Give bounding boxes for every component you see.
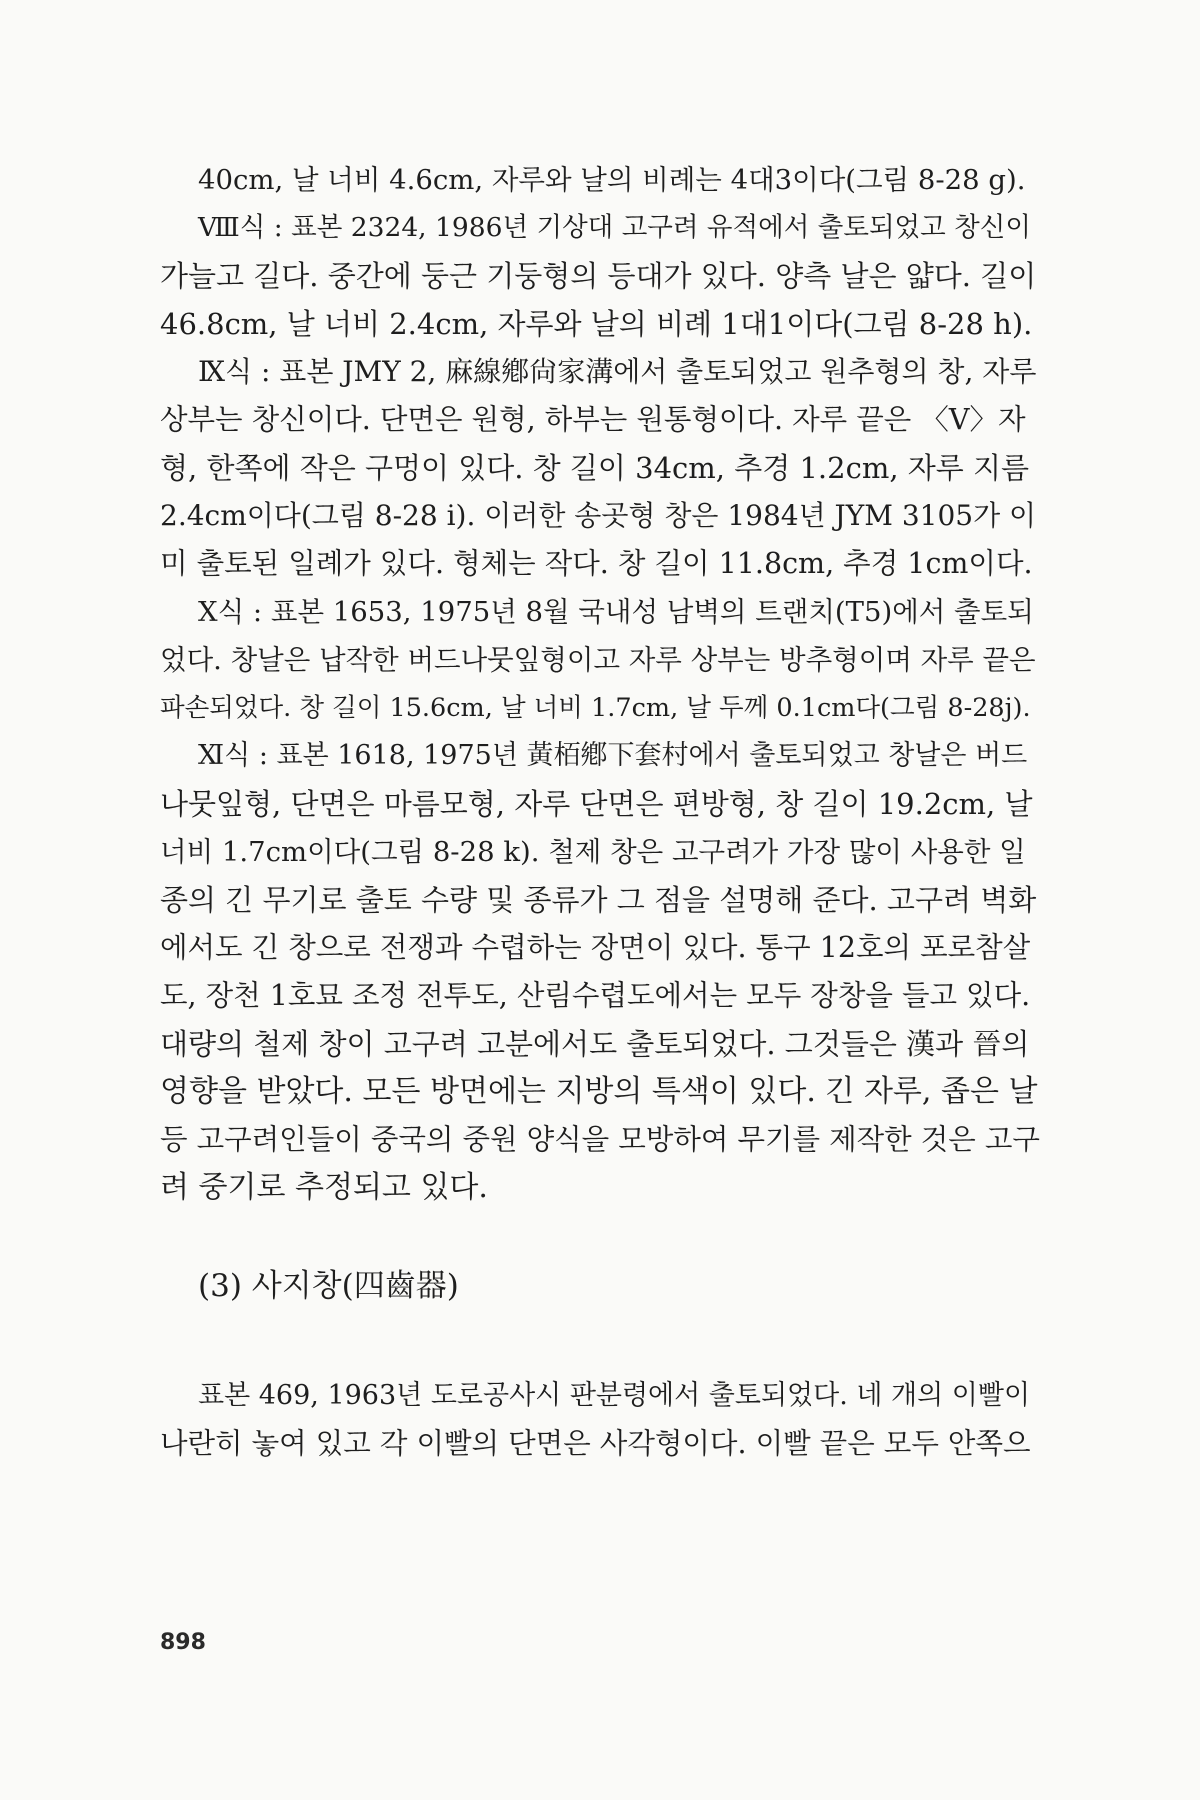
- text-line: [198, 736, 1040, 776]
- text-line-content: 미 출토된 일례가 있다. 형체는 작다. 창 길이 11.8cm, 추경 1cm이다.: [160, 547, 1033, 580]
- text-line-content: 도, 장천 1호묘 조정 전투도, 산림수렵도에서는 모두 장창을 들고 있다.: [160, 979, 1031, 1012]
- text-line: [198, 208, 1040, 248]
- text-line: [160, 448, 1040, 488]
- text-line: [160, 640, 1040, 680]
- text-line: [160, 1072, 1040, 1112]
- text-line-content: Ⅺ식 : 표본 1618, 1975년 黃栢鄕下套村에서 출토되었고 창날은 버드: [198, 740, 1028, 771]
- text-line: [160, 496, 1040, 536]
- text-line: [160, 976, 1040, 1016]
- text-line: [160, 544, 1040, 584]
- text-line-content: 었다. 창날은 납작한 버드나뭇잎형이고 자루 상부는 방추형이며 자루 끝은: [160, 644, 1036, 676]
- text-line: [160, 1168, 1040, 1208]
- text-line-content: Ⅹ식 : 표본 1653, 1975년 8월 국내성 남벽의 트랜치(T5)에서 출토되: [198, 596, 1034, 628]
- text-line-content: Ⅷ식 : 표본 2324, 1986년 기상대 고구려 유적에서 출토되었고 창신이: [198, 212, 1031, 243]
- text-line: [160, 928, 1040, 968]
- page-number: 898: [160, 1630, 206, 1655]
- text-line-content: 나란히 놓여 있고 각 이빨의 단면은 사각형이다. 이빨 끝은 모두 안쪽으: [160, 1427, 1031, 1460]
- text-line-content: 표본 469, 1963년 도로공사시 판분령에서 출토되었다. 네 개의 이빨이: [198, 1380, 1031, 1411]
- text-line: [160, 1424, 1040, 1464]
- text-line-content: 형, 한쪽에 작은 구멍이 있다. 창 길이 34cm, 추경 1.2cm, 자루 지름: [160, 451, 1030, 485]
- text-line: [160, 304, 1040, 344]
- text-line-content: 영향을 받았다. 모든 방면에는 지방의 특색이 있다. 긴 자루, 좁은 날: [160, 1074, 1038, 1109]
- text-line-content: 등 고구려인들이 중국의 중원 양식을 모방하여 무기를 제작한 것은 고구: [160, 1123, 1040, 1156]
- text-line: [160, 256, 1040, 296]
- text-line-content: 상부는 창신이다. 단면은 원형, 하부는 원통형이다. 자루 끝은 〈V〉자: [160, 403, 1026, 436]
- text-line-content: 가늘고 길다. 중간에 둥근 기둥형의 등대가 있다. 양측 날은 얇다. 길이: [160, 259, 1037, 293]
- text-line-content: 40cm, 날 너비 4.6cm, 자루와 날의 비례는 4대3이다(그림 8-28 g).: [198, 164, 1026, 196]
- text-line: [160, 832, 1040, 872]
- text-line: [160, 784, 1040, 824]
- text-line-content: 종의 긴 무기로 출토 수량 및 종류가 그 점을 설명해 준다. 고구려 벽화: [160, 883, 1037, 917]
- text-line: [160, 1120, 1040, 1160]
- text-line: [198, 160, 1040, 200]
- text-line: [160, 880, 1040, 920]
- text-line-content: 파손되었다. 창 길이 15.6cm, 날 너비 1.7cm, 날 두께 0.1cm다(그림 8-28j).: [160, 693, 1031, 723]
- text-line: [198, 352, 1040, 392]
- text-line: [198, 592, 1040, 632]
- text-line-content: 46.8cm, 날 너비 2.4cm, 자루와 날의 비례 1대1이다(그림 8-28 h).: [160, 307, 1033, 341]
- text-line-content: 2.4cm이다(그림 8-28 i). 이러한 송곳형 창은 1984년 JYM 3105가 이: [160, 499, 1037, 532]
- text-line: [160, 688, 1040, 728]
- text-line-content: 너비 1.7cm이다(그림 8-28 k). 철제 창은 고구려가 가장 많이 사용한 일: [160, 836, 1026, 868]
- text-line-content: 대량의 철제 창이 고구려 고분에서도 출토되었다. 그것들은 漢과 晉의: [160, 1027, 1030, 1061]
- text-line: [160, 400, 1040, 440]
- text-line-content: 에서도 긴 창으로 전쟁과 수렵하는 장면이 있다. 통구 12호의 포로참살: [160, 931, 1031, 964]
- section-heading: [198, 1266, 798, 1306]
- text-line-content: Ⅸ식 : 표본 JMY 2, 麻線鄕尙家溝에서 출토되었고 원추형의 창, 자루: [198, 355, 1037, 388]
- text-line: [198, 1376, 1040, 1416]
- text-line: [160, 1024, 1040, 1064]
- text-line-content: 나뭇잎형, 단면은 마름모형, 자루 단면은 편방형, 창 길이 19.2cm, 날: [160, 787, 1033, 821]
- text-line-content: 려 중기로 추정되고 있다.: [160, 1170, 488, 1205]
- section-heading-text: (3) 사지창(四齒器): [198, 1268, 459, 1304]
